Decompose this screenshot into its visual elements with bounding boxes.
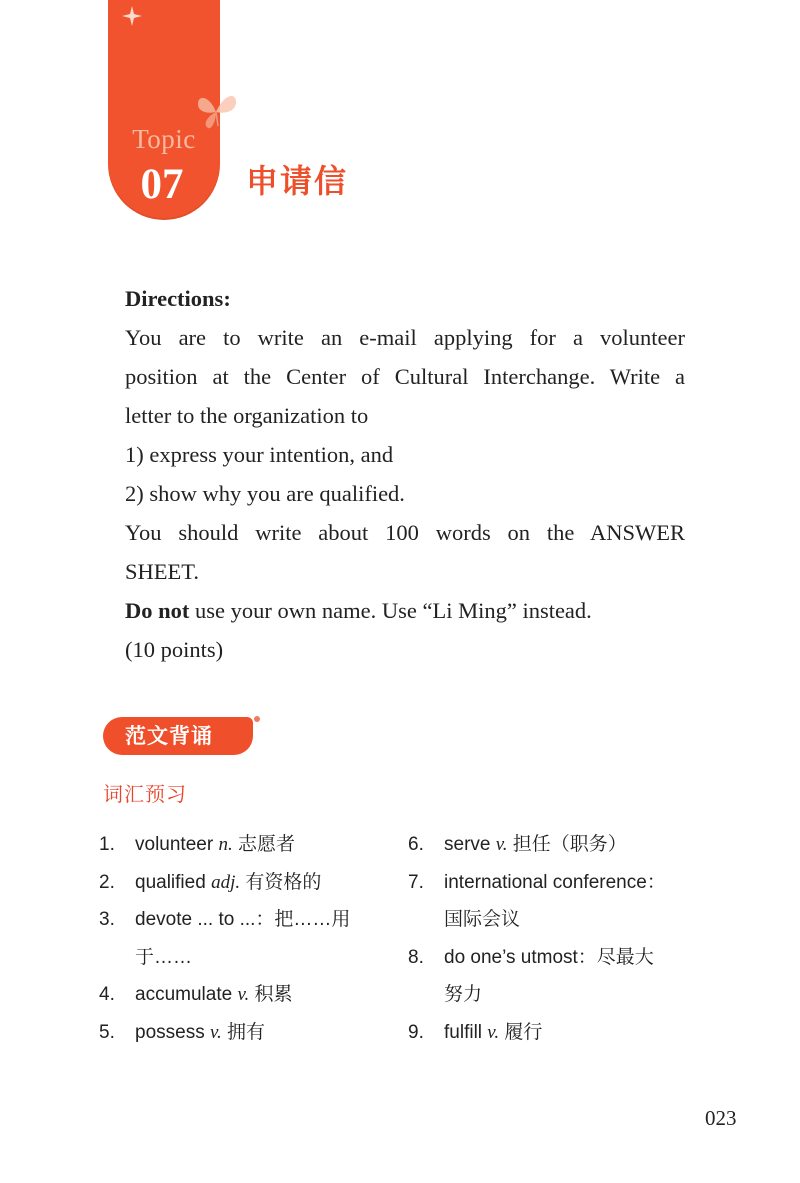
vocab-meaning: 积累 [249,984,293,1005]
vocab-entry [444,826,698,864]
vocab-word: possess [135,1021,210,1043]
part-of-speech: v. [487,1021,500,1043]
badge-dot [254,716,260,722]
vocab-word: serve [444,834,496,855]
directions-line: You should write about 100 words on the ANSWER [125,520,685,545]
vocab-word: do one’s utmost：尽最大 [444,946,654,968]
vocab-number: 2. [99,871,115,893]
part-of-speech: v. [209,1021,222,1043]
part-of-speech: adj. [211,871,241,893]
vocab-item [408,939,698,1014]
vocab-continuation: 国际会议 [444,909,521,930]
do-not-emphasis: Do not [125,598,190,623]
vocab-number: 3. [99,909,115,930]
part-of-speech: n. [218,834,233,855]
directions-item: 2) show why you are qualified. [125,481,405,506]
section-badge: 范文背诵 [103,717,253,755]
vocab-entry [444,864,698,939]
vocab-list-right [408,826,698,1051]
vocab-word: volunteer [135,834,219,855]
vocab-word: devote ... to ...：把……用 [135,909,351,930]
vocab-item [99,976,389,1014]
vocab-item [99,901,389,976]
vocab-word: fulfill [444,1021,488,1043]
vocab-item [99,826,389,864]
directions-line: SHEET. [125,559,199,584]
vocab-entry [444,1014,698,1052]
vocab-number: 7. [408,871,424,893]
vocab-item [408,864,698,939]
vocab-word: accumulate [135,984,238,1005]
butterfly-icon [192,90,240,132]
vocab-list-left [99,826,389,1051]
directions-line [125,591,685,630]
vocab-number: 1. [99,834,115,855]
vocab-entry [135,976,389,1014]
directions-heading: Directions: [125,286,231,311]
vocab-continuation: 努力 [444,984,483,1005]
vocab-number: 5. [99,1021,115,1043]
vocab-entry [444,939,698,1014]
vocab-number: 8. [408,946,424,968]
vocab-entry [135,826,389,864]
vocab-heading-text: 词汇预习 [103,782,187,806]
chapter-title: 申请信 [246,162,349,200]
vocab-meaning: 履行 [499,1021,543,1043]
vocab-number: 6. [408,834,424,855]
directions-text: use your own name. Use “Li Ming” instead. [189,598,592,623]
vocab-entry [135,901,389,976]
vocab-heading [103,778,187,807]
directions-line: letter to the organization to [125,403,369,428]
topic-number: 07 [140,161,184,208]
vocab-item [408,826,698,864]
vocab-meaning: 志愿者 [232,834,295,855]
directions-line: You are to write an e-mail applying for a volunteer [125,325,685,350]
vocab-meaning: 担任（职务） [507,834,627,855]
directions-item: 1) express your intention, and [125,442,394,467]
vocab-meaning: 有资格的 [240,871,322,893]
vocab-item [99,1014,389,1052]
vocab-entry [135,1014,389,1052]
vocab-entry [135,864,389,902]
topic-label: Topic [132,124,196,154]
part-of-speech: v. [237,984,250,1005]
directions-block [125,279,685,669]
directions-line: position at the Center of Cultural Interchange. Write a [125,364,685,389]
part-of-speech: v. [495,834,508,855]
vocab-continuation: 于…… [135,946,193,968]
vocab-number: 9. [408,1021,424,1043]
page-number: 023 [705,1106,737,1130]
vocab-item [408,1014,698,1052]
vocab-item [99,864,389,902]
sparkle-icon [120,4,144,28]
vocab-number: 4. [99,984,115,1005]
vocab-word: international conference： [444,871,666,893]
vocab-word: qualified [135,871,212,893]
points-note: (10 points) [125,637,224,662]
vocab-meaning: 拥有 [221,1021,266,1043]
